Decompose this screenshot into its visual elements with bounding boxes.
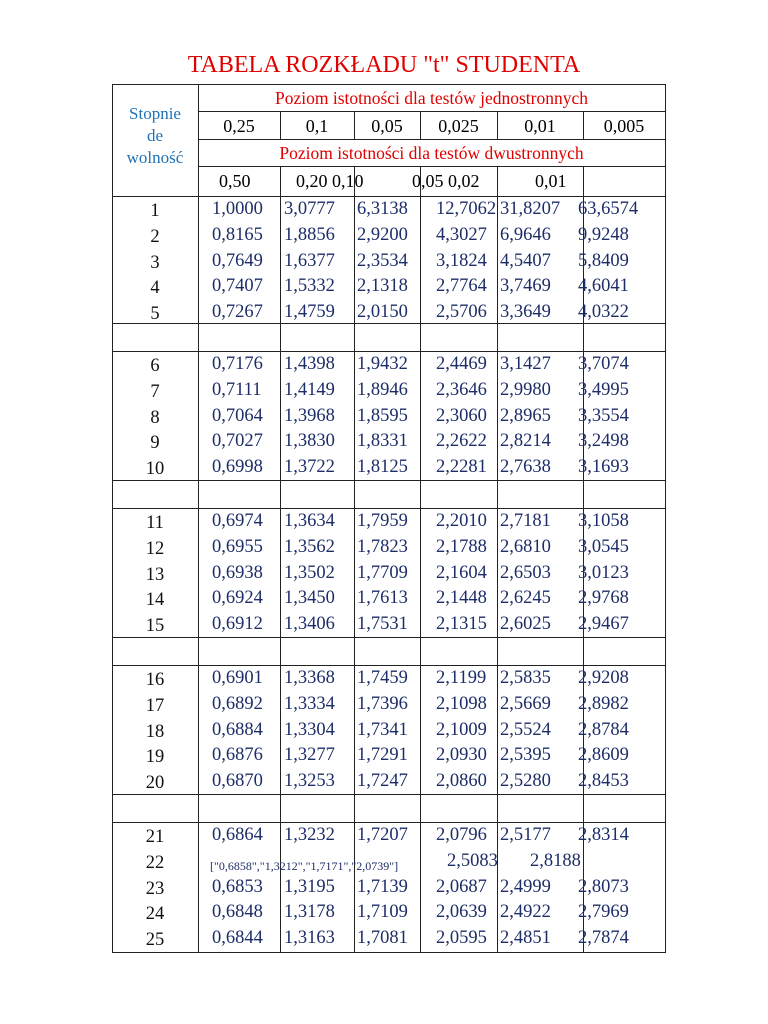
table-cell: 2,2281 — [436, 457, 487, 478]
table-cell: 2,7181 — [500, 511, 551, 531]
table-cell: 2,8982 — [578, 693, 629, 714]
table-cell: 1,7959 — [357, 511, 408, 531]
df-value: 4 — [150, 278, 160, 299]
two-tailed-level: 0,05 0,02 — [412, 171, 480, 191]
table-cell: 0,7407 — [212, 276, 263, 297]
table-cell: 2,8453 — [578, 771, 629, 792]
df-value: 24 — [145, 904, 165, 925]
table-cell: 1,7709 — [357, 562, 408, 583]
table-cell: ["0,6858","1,3212","1,7171","2,0739"] — [210, 858, 399, 873]
table-cell: 0,6924 — [212, 588, 263, 609]
table-cell: 1,7531 — [357, 614, 408, 635]
table-cell: 2,5280 — [500, 771, 551, 792]
table-cell: 2,0150 — [357, 302, 408, 323]
table-cell: 2,0930 — [436, 745, 487, 766]
table-cell: 1,3368 — [284, 668, 335, 688]
table-cell: 3,0777 — [284, 199, 335, 219]
df-value: 13 — [145, 564, 165, 585]
table-cell: 2,8073 — [578, 876, 629, 897]
table-cell: 0,6901 — [212, 668, 263, 688]
table-cell: 0,7267 — [212, 302, 263, 323]
table-cell: 0,6998 — [212, 457, 263, 478]
table-cell: 3,0545 — [578, 536, 629, 557]
table-cell: 2,1009 — [436, 719, 487, 740]
table-cell: 1,7459 — [357, 668, 408, 688]
df-value: 12 — [145, 538, 165, 559]
table-cell: 2,4851 — [500, 928, 551, 949]
one-tailed-level: 0,05 — [371, 116, 403, 136]
table-cell: 1,7396 — [357, 693, 408, 714]
table-cell: 1,9432 — [357, 354, 408, 374]
grid-line — [198, 111, 666, 112]
table-cell: 2,9768 — [578, 588, 629, 609]
page-title: TABELA ROZKŁADU "t" STUDENTA — [187, 52, 581, 78]
grid-line — [198, 166, 666, 167]
table-cell: 2,8214 — [500, 431, 551, 452]
df-value: 15 — [145, 616, 165, 637]
table-cell: 2,5083 — [447, 850, 498, 871]
table-cell: 2,0687 — [436, 876, 487, 897]
grid-line — [497, 166, 498, 953]
table-cell: 1,0000 — [212, 199, 263, 219]
table-cell: 0,6884 — [212, 719, 263, 740]
table-cell: 1,7823 — [357, 536, 408, 557]
two-tailed-header: Poziom istotności dla testów dwustronnych — [279, 143, 584, 163]
df-value: 19 — [145, 747, 165, 768]
table-cell: 0,6938 — [212, 562, 263, 583]
df-value: 3 — [150, 252, 160, 273]
table-cell: 12,7062 — [436, 199, 497, 219]
table-cell: 0,7027 — [212, 431, 263, 452]
df-value: 23 — [145, 878, 165, 899]
table-cell: 0,6848 — [212, 902, 263, 923]
table-cell: 1,3178 — [284, 902, 335, 923]
df-header-label: Stopnie de wolność — [126, 104, 184, 167]
table-cell: 1,7109 — [357, 902, 408, 923]
table-cell: 1,3334 — [284, 693, 335, 714]
table-cell: 2,8609 — [578, 745, 629, 766]
one-tailed-level: 0,25 — [223, 116, 255, 136]
table-cell: 1,3562 — [284, 536, 335, 557]
table-cell: 0,6912 — [212, 614, 263, 635]
table-cell: 1,8856 — [284, 224, 335, 245]
table-cell: 2,8314 — [578, 825, 629, 845]
table-cell: 2,0639 — [436, 902, 487, 923]
one-tailed-header: Poziom istotności dla testów jednostronnych — [274, 88, 589, 108]
grid-line — [280, 166, 281, 953]
table-cell: 2,9980 — [500, 379, 551, 400]
df-value: 11 — [146, 513, 164, 533]
one-tailed-level: 0,1 — [305, 116, 329, 136]
table-cell: 2,2010 — [436, 511, 487, 531]
table-cell: 3,7469 — [500, 276, 551, 297]
table-cell: 1,7291 — [357, 745, 408, 766]
table-cell: 1,3163 — [284, 928, 335, 949]
df-value: 17 — [145, 695, 165, 716]
table-cell: 2,4922 — [500, 902, 551, 923]
table-cell: 5,8409 — [578, 250, 629, 271]
table-cell: 1,3406 — [284, 614, 335, 635]
table-cell: 1,4759 — [284, 302, 335, 323]
one-tailed-level: 0,005 — [603, 116, 645, 136]
table-cell: 3,4995 — [578, 379, 629, 400]
table-cell: 4,3027 — [436, 224, 487, 245]
two-tailed-level: 0,20 0,10 — [296, 171, 364, 191]
table-cell: 2,8784 — [578, 719, 629, 740]
table-cell: 1,7613 — [357, 588, 408, 609]
table-cell: 2,9208 — [578, 668, 629, 688]
table-cell: 0,6844 — [212, 928, 263, 949]
table-cell: 6,9646 — [500, 224, 551, 245]
table-cell: 0,8165 — [212, 224, 263, 245]
table-cell: 4,5407 — [500, 250, 551, 271]
table-cell: 2,1315 — [436, 614, 487, 635]
table-cell: 63,6574 — [578, 199, 639, 219]
table-cell: 1,7207 — [357, 825, 408, 845]
df-value: 22 — [145, 852, 165, 873]
table-cell: 1,3277 — [284, 745, 335, 766]
table-cell: 0,6870 — [212, 771, 263, 792]
table-cell: 2,1448 — [436, 588, 487, 609]
table-cell: 2,1788 — [436, 536, 487, 557]
table-cell: 1,6377 — [284, 250, 335, 271]
df-value: 8 — [150, 407, 160, 428]
table-cell: 2,8188 — [530, 850, 581, 871]
grid-line — [112, 84, 666, 85]
table-cell: 3,1058 — [578, 511, 629, 531]
table-cell: 2,6503 — [500, 562, 551, 583]
table-cell: 3,1824 — [436, 250, 487, 271]
table-cell: 2,5395 — [500, 745, 551, 766]
df-value: 5 — [150, 304, 160, 325]
table-cell: 2,0860 — [436, 771, 487, 792]
table-cell: 0,6892 — [212, 693, 263, 714]
grid-line — [420, 166, 421, 953]
table-cell: 0,6864 — [212, 825, 263, 845]
table-cell: 2,6245 — [500, 588, 551, 609]
table-cell: 2,1199 — [436, 668, 487, 688]
two-tailed-level: 0,01 — [535, 171, 567, 191]
table-cell: 1,3450 — [284, 588, 335, 609]
table-cell: 0,6876 — [212, 745, 263, 766]
table-cell: 3,3649 — [500, 302, 551, 323]
table-cell: 2,7638 — [500, 457, 551, 478]
table-cell: 2,0595 — [436, 928, 487, 949]
table-cell: 1,3830 — [284, 431, 335, 452]
table-cell: 2,7969 — [578, 902, 629, 923]
table-cell: 2,9467 — [578, 614, 629, 635]
table-cell: 1,3722 — [284, 457, 335, 478]
table-cell: 0,7111 — [212, 379, 262, 400]
table-cell: 2,5524 — [500, 719, 551, 740]
one-tailed-level: 0,025 — [438, 116, 479, 136]
df-value: 20 — [145, 773, 165, 794]
table-cell: 1,7341 — [357, 719, 408, 740]
table-cell: 1,8331 — [357, 431, 408, 452]
table-cell: 1,7081 — [357, 928, 408, 949]
df-value: 25 — [145, 930, 165, 951]
df-value: 10 — [145, 459, 165, 480]
table-cell: 1,8125 — [357, 457, 408, 478]
table-cell: 3,1427 — [500, 354, 551, 374]
one-tailed-level: 0,01 — [524, 116, 556, 136]
df-value: 14 — [145, 590, 165, 611]
table-cell: 2,9200 — [357, 224, 408, 245]
table-cell: 4,0322 — [578, 302, 629, 323]
table-cell: 1,7247 — [357, 771, 408, 792]
table-cell: 2,3646 — [436, 379, 487, 400]
table-cell: 3,3554 — [578, 405, 629, 426]
df-value: 6 — [150, 356, 160, 376]
table-cell: 0,6955 — [212, 536, 263, 557]
table-cell: 2,4469 — [436, 354, 487, 374]
table-cell: 0,7649 — [212, 250, 263, 271]
table-cell: 1,3304 — [284, 719, 335, 740]
table-cell: 2,0796 — [436, 825, 487, 845]
table-cell: 1,3502 — [284, 562, 335, 583]
table-cell: 6,3138 — [357, 199, 408, 219]
table-cell: 2,5669 — [500, 693, 551, 714]
table-cell: 2,8965 — [500, 405, 551, 426]
table-cell: 1,4149 — [284, 379, 335, 400]
table-cell: 2,7764 — [436, 276, 487, 297]
table-cell: 3,7074 — [578, 354, 629, 374]
table-cell: 1,3968 — [284, 405, 335, 426]
table-cell: 9,9248 — [578, 224, 629, 245]
table-cell: 1,7139 — [357, 876, 408, 897]
table-cell: 4,6041 — [578, 276, 629, 297]
table-cell: 2,4999 — [500, 876, 551, 897]
table-cell: 0,6853 — [212, 876, 263, 897]
df-value: 2 — [150, 226, 160, 247]
table-cell: 2,5706 — [436, 302, 487, 323]
table-cell: 2,1604 — [436, 562, 487, 583]
table-cell: 2,5835 — [500, 668, 551, 688]
table-cell: 1,4398 — [284, 354, 335, 374]
df-value: 9 — [150, 433, 160, 454]
df-value: 16 — [145, 670, 165, 690]
table-cell: 31,8207 — [500, 199, 561, 219]
table-cell: 3,2498 — [578, 431, 629, 452]
table-cell: 2,5177 — [500, 825, 551, 845]
table-cell: 2,6810 — [500, 536, 551, 557]
table-cell: 2,3060 — [436, 405, 487, 426]
table-cell: 2,3534 — [357, 250, 408, 271]
table-cell: 1,8595 — [357, 405, 408, 426]
table-cell: 2,7874 — [578, 928, 629, 949]
table-cell: 2,6025 — [500, 614, 551, 635]
table-cell: 2,2622 — [436, 431, 487, 452]
table-cell: 1,3634 — [284, 511, 335, 531]
df-value: 7 — [150, 381, 160, 402]
table-cell: 2,1318 — [357, 276, 408, 297]
df-value: 21 — [145, 827, 165, 847]
table-cell: 1,5332 — [284, 276, 335, 297]
df-value: 1 — [150, 201, 160, 221]
grid-line — [354, 166, 355, 953]
table-cell: 1,8946 — [357, 379, 408, 400]
table-cell: 1,3253 — [284, 771, 335, 792]
table-cell: 0,7064 — [212, 405, 263, 426]
table-cell: 3,0123 — [578, 562, 629, 583]
df-value: 18 — [145, 721, 165, 742]
table-cell: 1,3232 — [284, 825, 335, 845]
grid-line — [198, 84, 199, 953]
two-tailed-level: 0,50 — [219, 171, 251, 191]
table-cell: 2,1098 — [436, 693, 487, 714]
table-cell: 1,3195 — [284, 876, 335, 897]
grid-line — [665, 84, 666, 953]
grid-line — [198, 139, 666, 140]
table-cell: 0,6974 — [212, 511, 263, 531]
table-cell: 0,7176 — [212, 354, 263, 374]
table-cell: 3,1693 — [578, 457, 629, 478]
